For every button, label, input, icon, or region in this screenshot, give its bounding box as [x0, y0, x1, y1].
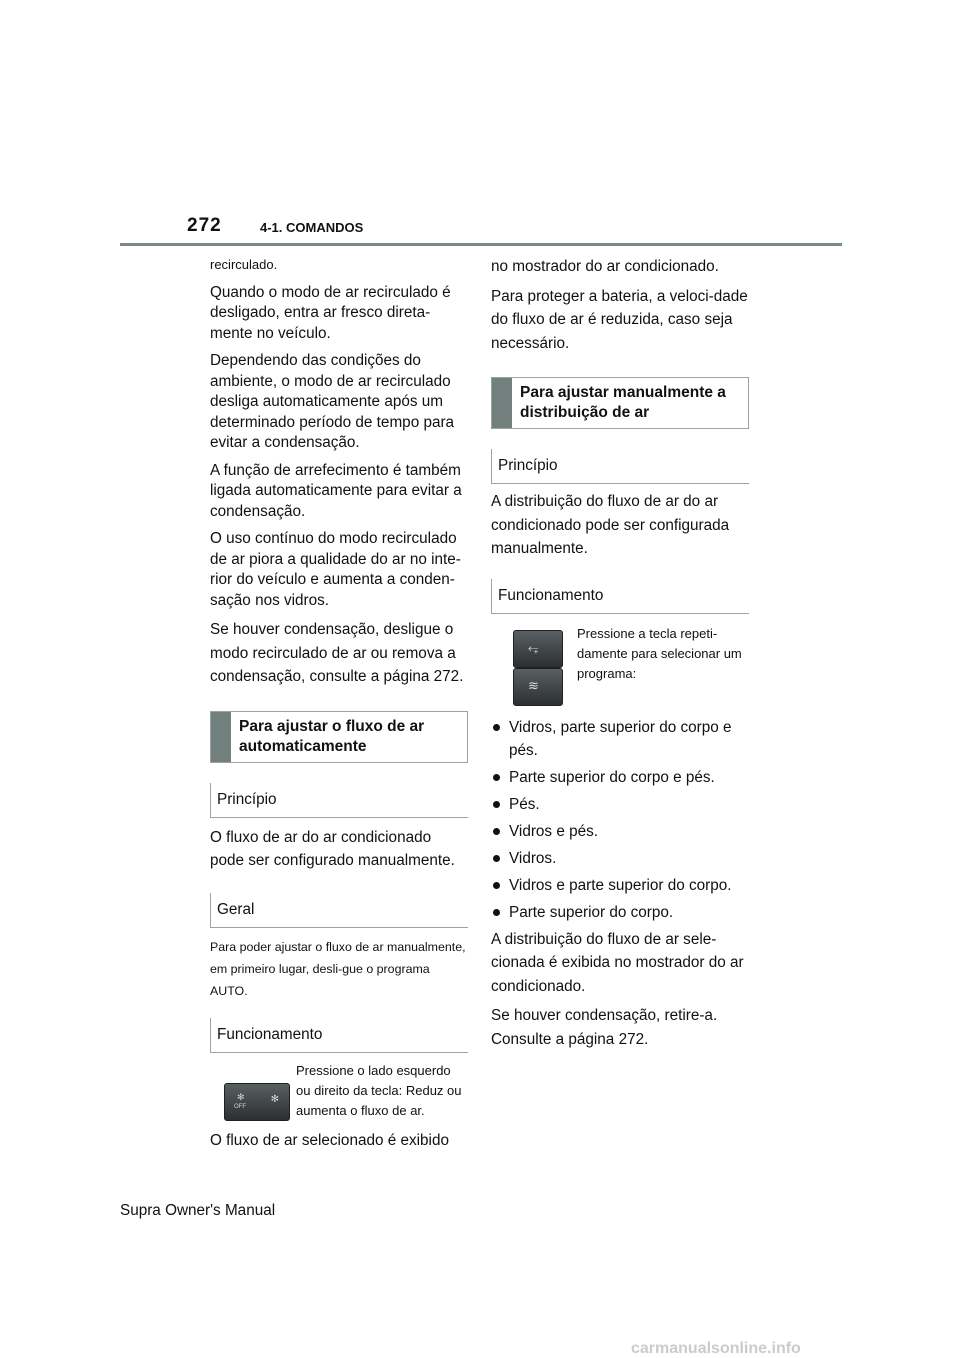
paragraph: no mostrador do ar condicionado. — [491, 258, 719, 275]
paragraph: A distribuição do fluxo de ar do ar condicionado pode ser configurada manualmente. — [491, 493, 730, 557]
bullet-icon — [493, 724, 500, 731]
accent-bar — [211, 712, 231, 762]
paragraph: Para poder ajustar o fluxo de ar manualmente, em primeiro lugar, desli-gue o programa AUTO. — [210, 939, 466, 998]
left-column — [210, 255, 468, 1158]
bullet-icon — [493, 828, 500, 835]
subheading-principle: Princípio — [210, 783, 468, 818]
list-item: Parte superior do corpo e pés. — [491, 766, 749, 789]
fan-key-row — [210, 1061, 468, 1125]
paragraph: O fluxo de ar selecionado é exibido — [210, 1131, 449, 1149]
list-item: Pés. — [491, 793, 749, 816]
fan-key-off-label: OFF — [234, 1103, 246, 1110]
manual-title-footer: Supra Owner's Manual — [120, 1202, 276, 1219]
paragraph: Se houver condensação, retire-a. Consulte a página 272. — [491, 1007, 718, 1048]
watermark: carmanualsonline.info — [631, 1340, 801, 1357]
right-column — [491, 255, 749, 1057]
fan-key-instruction: Pressione o lado esquerdo ou direito da tecla: Reduz ou aumenta o fluxo de ar. — [296, 1062, 462, 1118]
distribution-key-row — [491, 624, 749, 712]
bullet-icon — [493, 882, 500, 889]
list-item: Vidros. — [491, 847, 749, 870]
subheading-general: Geral — [210, 893, 468, 928]
subheading-operation: Funcionamento — [491, 579, 749, 614]
air-distribution-lower-icon: ≋ — [528, 677, 539, 693]
subheading-operation: Funcionamento — [210, 1018, 468, 1053]
paragraph: Quando o modo de ar recirculado é desligado, entra ar fresco direta-mente no veículo. — [210, 283, 451, 342]
fan-off-icon: ✻ — [237, 1091, 245, 1102]
paragraph: A função de arrefecimento é também ligada automaticamente para evitar a condensação. — [210, 461, 462, 520]
paragraph: O fluxo de ar do ar condicionado pode ser configurado manualmente. — [210, 828, 455, 869]
accent-bar — [492, 378, 512, 428]
section-heading-box — [210, 711, 468, 763]
bullet-icon — [493, 909, 500, 916]
header-rule — [120, 243, 842, 246]
paragraph: O uso contínuo do modo recirculado de ar piora a qualidade do ar no inte-rior do veículo e aumenta a conden-sação nos vidros. — [210, 530, 461, 609]
chapter-title: 4-1. COMANDOS — [260, 220, 364, 235]
air-distribution-upper-icon: ⥆ — [528, 639, 539, 655]
paragraph: Se houver condensação, desligue o modo recirculado de ar ou remova a condensação, consulte a página 272. — [210, 621, 464, 685]
list-item: Vidros e parte superior do corpo. — [491, 874, 749, 897]
list-item: Vidros e pés. — [491, 820, 749, 843]
section-heading: Para ajustar manualmente a distribuição de ar — [520, 384, 726, 421]
list-item: Parte superior do corpo. — [491, 901, 749, 924]
bullet-icon — [493, 801, 500, 808]
list-item: Vidros, parte superior do corpo e pés. — [491, 716, 749, 762]
page-number: 272 — [187, 215, 222, 236]
section-heading: Para ajustar o fluxo de ar automaticamente — [239, 717, 425, 755]
paragraph: Para proteger a bateria, a veloci-dade do fluxo de ar é reduzida, caso seja necessário. — [491, 287, 748, 352]
bullet-icon — [493, 774, 500, 781]
paragraph: A distribuição do fluxo de ar sele-cionada é exibida no mostrador do ar condicionado. — [491, 930, 744, 995]
fan-speed-key-image — [210, 1061, 296, 1125]
section-heading-box — [491, 377, 749, 429]
bullet-icon — [493, 855, 500, 862]
air-distribution-key-image — [491, 624, 577, 712]
fan-icon: ✻ — [270, 1093, 279, 1105]
paragraph: Dependendo das condições do ambiente, o modo de ar recirculado desliga automaticamente após um determinado período de tempo para evitar a condensação. — [210, 352, 455, 451]
distribution-program-list — [491, 716, 749, 924]
distribution-key-instruction: Pressione a tecla repeti-damente para selecionar um programa: — [577, 625, 742, 681]
paragraph: recirculado. — [210, 257, 278, 272]
subheading-principle: Princípio — [491, 449, 749, 484]
